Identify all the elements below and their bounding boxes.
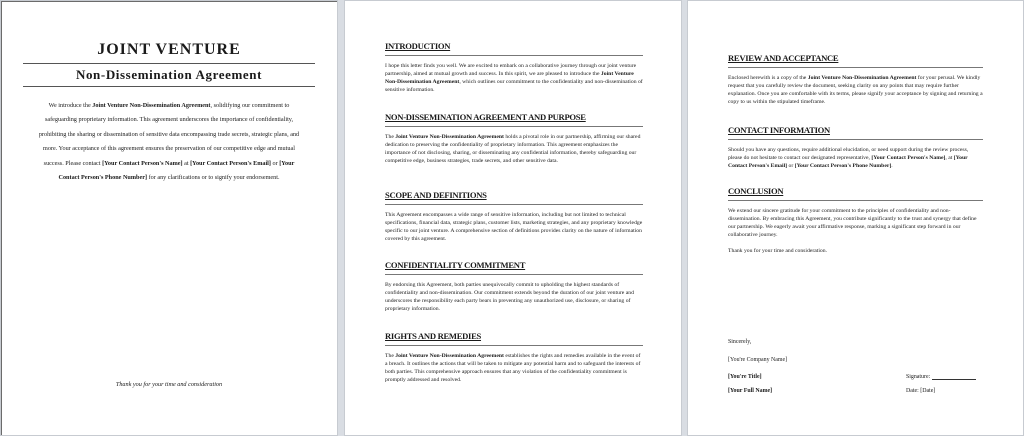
introduction-section xyxy=(385,41,643,94)
section-divider xyxy=(728,139,983,140)
title-divider-top xyxy=(23,63,315,64)
section-heading: REVIEW AND ACCEPTANCE xyxy=(728,53,839,63)
date-field: Date: [Date] xyxy=(906,388,936,394)
section-text: I hope this letter finds you well. We are excited to embark on a collaborative journey through our joint venture partnership, aimed at mutual growth and success. In this spirit, we are pleased to introduce the Joint Venture Non-Dissemination Agreement, which outlines our commitment to the confidentiality and non-dissemination of sensitive information. xyxy=(385,63,643,94)
page-three xyxy=(687,0,1024,436)
section-divider xyxy=(385,55,643,56)
section-heading: CONCLUSION xyxy=(728,186,784,196)
signature-field: Signature: xyxy=(906,374,976,380)
section-divider xyxy=(385,274,643,275)
section-divider xyxy=(728,200,983,201)
document-title: JOINT VENTURE xyxy=(97,41,241,58)
section-text: The Joint Venture Non-Dissemination Agreement holds a pivotal role in our partnership, affirming our shared dedication to preserving the confidentiality of proprietary information. This agreement emphasizes the importance of not disclosing, sharing, or disseminating any confidential information, thereby safeguarding our competitive edge, business strategies, trade secrets, and other sensitive data. xyxy=(385,134,641,165)
section-text: By endorsing this Agreement, both parties unequivocally commit to upholding the highest standards of confidentiality and non-dissemination. Our commitment extends beyond the duration of our joint venture and underscores the responsibility each party bears in preventing any unauthorized use, disclosure, or sharing of proprietary information. xyxy=(385,282,634,313)
section-divider xyxy=(385,126,643,127)
section-text: This Agreement encompasses a wide range of sensitive information, including but not limited to technical specifications, financial data, strategic plans, customer lists, marketing strategies, and any proprietary knowledge specific to our joint venture. A comprehensive section of definitions provides clarity on the nature of information covered by this agreement. xyxy=(385,212,643,243)
section-heading: SCOPE AND DEFINITIONS xyxy=(385,190,487,200)
cover-page xyxy=(0,0,338,436)
full-name-placeholder: [Your Full Name] xyxy=(728,388,773,394)
title-placeholder: [You're Title] xyxy=(728,374,762,380)
conclusion-section xyxy=(728,186,983,255)
scope-section xyxy=(385,190,643,243)
section-heading: NON-DISSEMINATION AGREEMENT AND PURPOSE xyxy=(385,112,586,122)
commitment-section xyxy=(385,260,643,313)
page-two xyxy=(344,0,682,436)
section-text: Enclosed herewith is a copy of the Joint Venture Non-Dissemination Agreement for your perusal. We kindly request that you carefully review the document, seeking clarity on any points that may require further explanation. Once you are comfortable with its terms, please signify your acceptance by signing and returning a copy to us within the stipulated timeframe. xyxy=(728,75,983,106)
section-heading: CONTACT INFORMATION xyxy=(728,125,830,135)
sincerely-text: Sincerely, xyxy=(728,339,752,345)
document-subtitle: Non-Dissemination Agreement xyxy=(75,67,263,82)
section-text: We extend our sincere gratitude for your commitment to the principles of confidentiality and non-dissemination. By embracing this Agreement, you contribute significantly to the trust and synergy that define our partnership. We eagerly await your affirmative response, marking a significant step forward in our collaborative journey. xyxy=(728,208,977,239)
section-divider xyxy=(385,345,643,346)
signature-line xyxy=(932,379,976,380)
section-heading: CONFIDENTIALITY COMMITMENT xyxy=(385,260,526,270)
review-section xyxy=(728,53,983,106)
cover-thanks: Thank you for your time and consideration xyxy=(115,381,223,388)
section-text: Should you have any questions, require additional elucidation, or need support during the review process, please do not hesitate to contact our designated representative, [Your Contact Person's Name], at [Your Contact Person's Email] or [Your Contact Person's Phone Number]. xyxy=(728,147,969,170)
section-text: The Joint Venture Non-Dissemination Agreement establishes the rights and remedies available in the event of a breach. It outlines the actions that will be taken to mitigate any potential harm and to safeguard the interests of both parties. This comprehensive approach ensures that any violation of the confidentiality commitment is promptly addressed and resolved. xyxy=(385,353,641,384)
section-divider xyxy=(385,204,643,205)
cover-intro-paragraph: We introduce the Joint Venture Non-Dissemination Agreement, solidifying our commitment to safeguarding proprietary information. This agreement underscores the importance of confidentiality, prohibiting the sharing or dissemination of sensitive data encompassing trade secrets, strategic plans, and more. Your acceptance of this agreement ensures the preservation of our competitive edge and mutual success. Please contact [Your Contact Person's Name] at [Your Contact Person's Email] or [Your Contact Person's Phone Number] for any clarifications or to signify your endorsement. xyxy=(38,102,300,182)
title-divider-bottom xyxy=(23,86,315,87)
closing-thanks: Thank you for your time and consideration. xyxy=(728,248,828,255)
section-heading: INTRODUCTION xyxy=(385,41,451,51)
section-divider xyxy=(728,67,983,68)
section-heading: RIGHTS AND REMEDIES xyxy=(385,331,482,341)
company-name-placeholder: [You're Company Name] xyxy=(728,357,788,363)
contact-section xyxy=(728,125,983,170)
top-border xyxy=(1,1,337,2)
rights-section xyxy=(385,331,643,384)
purpose-section xyxy=(385,112,643,165)
